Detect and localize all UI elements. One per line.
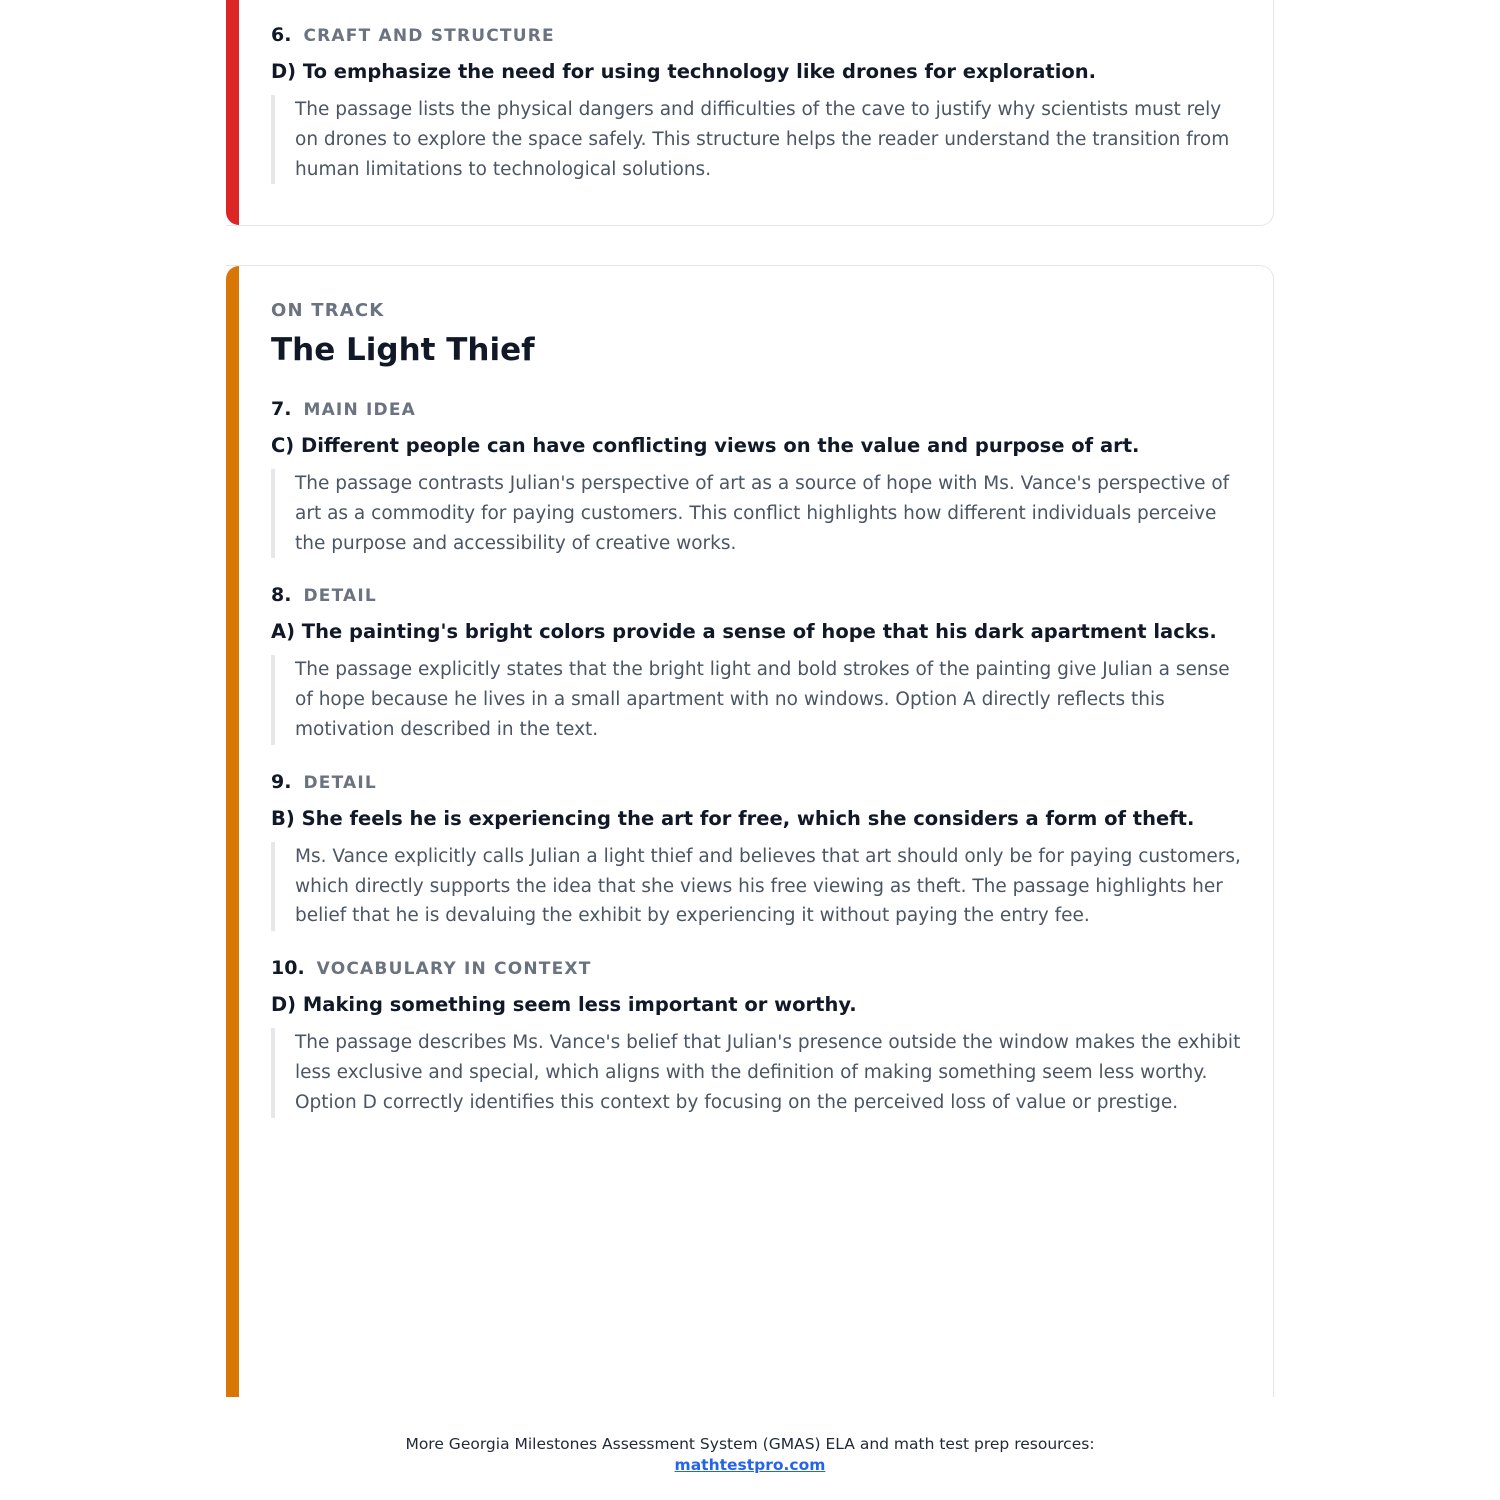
answer-card-light-thief (226, 265, 1274, 1397)
footer-text: More Georgia Milestones Assessment System (GMAS) ELA and math test prep resources: (405, 1435, 1095, 1453)
question-header (271, 20, 1243, 51)
question-skill: CRAFT AND STRUCTURE (303, 26, 555, 46)
question-item (271, 580, 1243, 744)
correct-answer: B) She feels he is experiencing the art for free, which she considers a form of theft. (271, 806, 1195, 830)
status-accent-bar (226, 266, 239, 1397)
question-header (271, 953, 1243, 984)
question-number: 9. (271, 770, 292, 793)
question-number: 8. (271, 584, 292, 607)
question-header (271, 767, 1243, 798)
correct-answer: D) To emphasize the need for using technology like drones for exploration. (271, 60, 1097, 83)
question-skill: MAIN IDEA (303, 400, 417, 420)
question-header (271, 580, 1243, 611)
answer-card-previous (226, 0, 1274, 226)
answer-explanation: The passage contrasts Julian's perspective of art as a source of hope with Ms. Vance's perspective of art as a commodity for paying customers. This conflict highlights how different individuals perceive the purpose and accessibility of creative works. (271, 469, 1243, 558)
resource-link[interactable]: mathtestpro.com (674, 1456, 826, 1474)
question-item (271, 20, 1243, 184)
question-item (271, 953, 1243, 1117)
question-number: 6. (271, 24, 292, 46)
answer-explanation: Ms. Vance explicitly calls Julian a light thief and believes that art should only be for paying customers, which directly supports the idea that she views his free viewing as theft. The passage highlights her belief that he is devaluing the exhibit by experiencing it without paying the entry fee. (271, 842, 1243, 931)
question-header (271, 394, 1243, 425)
question-number: 7. (271, 398, 292, 420)
card-content (271, 296, 1243, 1118)
page-footer (0, 1434, 1500, 1476)
question-skill: VOCABULARY IN CONTEXT (316, 959, 592, 980)
correct-answer: C) Different people can have conflicting views on the value and purpose of art. (271, 434, 1140, 457)
status-accent-bar (226, 0, 239, 225)
card-content (271, 20, 1243, 184)
answer-explanation: The passage lists the physical dangers and difficulties of the cave to justify why scientists must rely on drones to explore the space safely. This structure helps the reader understand the transition from human limitations to technological solutions. (271, 95, 1243, 184)
status-label: ON TRACK (271, 300, 385, 321)
question-item (271, 767, 1243, 931)
question-item (271, 394, 1243, 558)
question-number: 10. (271, 957, 305, 980)
question-skill: DETAIL (303, 772, 377, 793)
answer-explanation: The passage describes Ms. Vance's belief that Julian's presence outside the window makes the exhibit less exclusive and special, which aligns with the definition of making something seem less worthy. Option D correctly identifies this context by focusing on the perceived loss of value or prestige. (271, 1028, 1243, 1117)
correct-answer: A) The painting's bright colors provide a sense of hope that his dark apartment lacks. (271, 620, 1217, 644)
question-skill: DETAIL (303, 586, 377, 607)
answer-explanation: The passage explicitly states that the bright light and bold strokes of the painting give Julian a sense of hope because he lives in a small apartment with no windows. Option A directly reflects this motivation described in the text. (271, 655, 1243, 744)
correct-answer: D) Making something seem less important or worthy. (271, 993, 857, 1017)
passage-title: The Light Thief (271, 332, 535, 368)
